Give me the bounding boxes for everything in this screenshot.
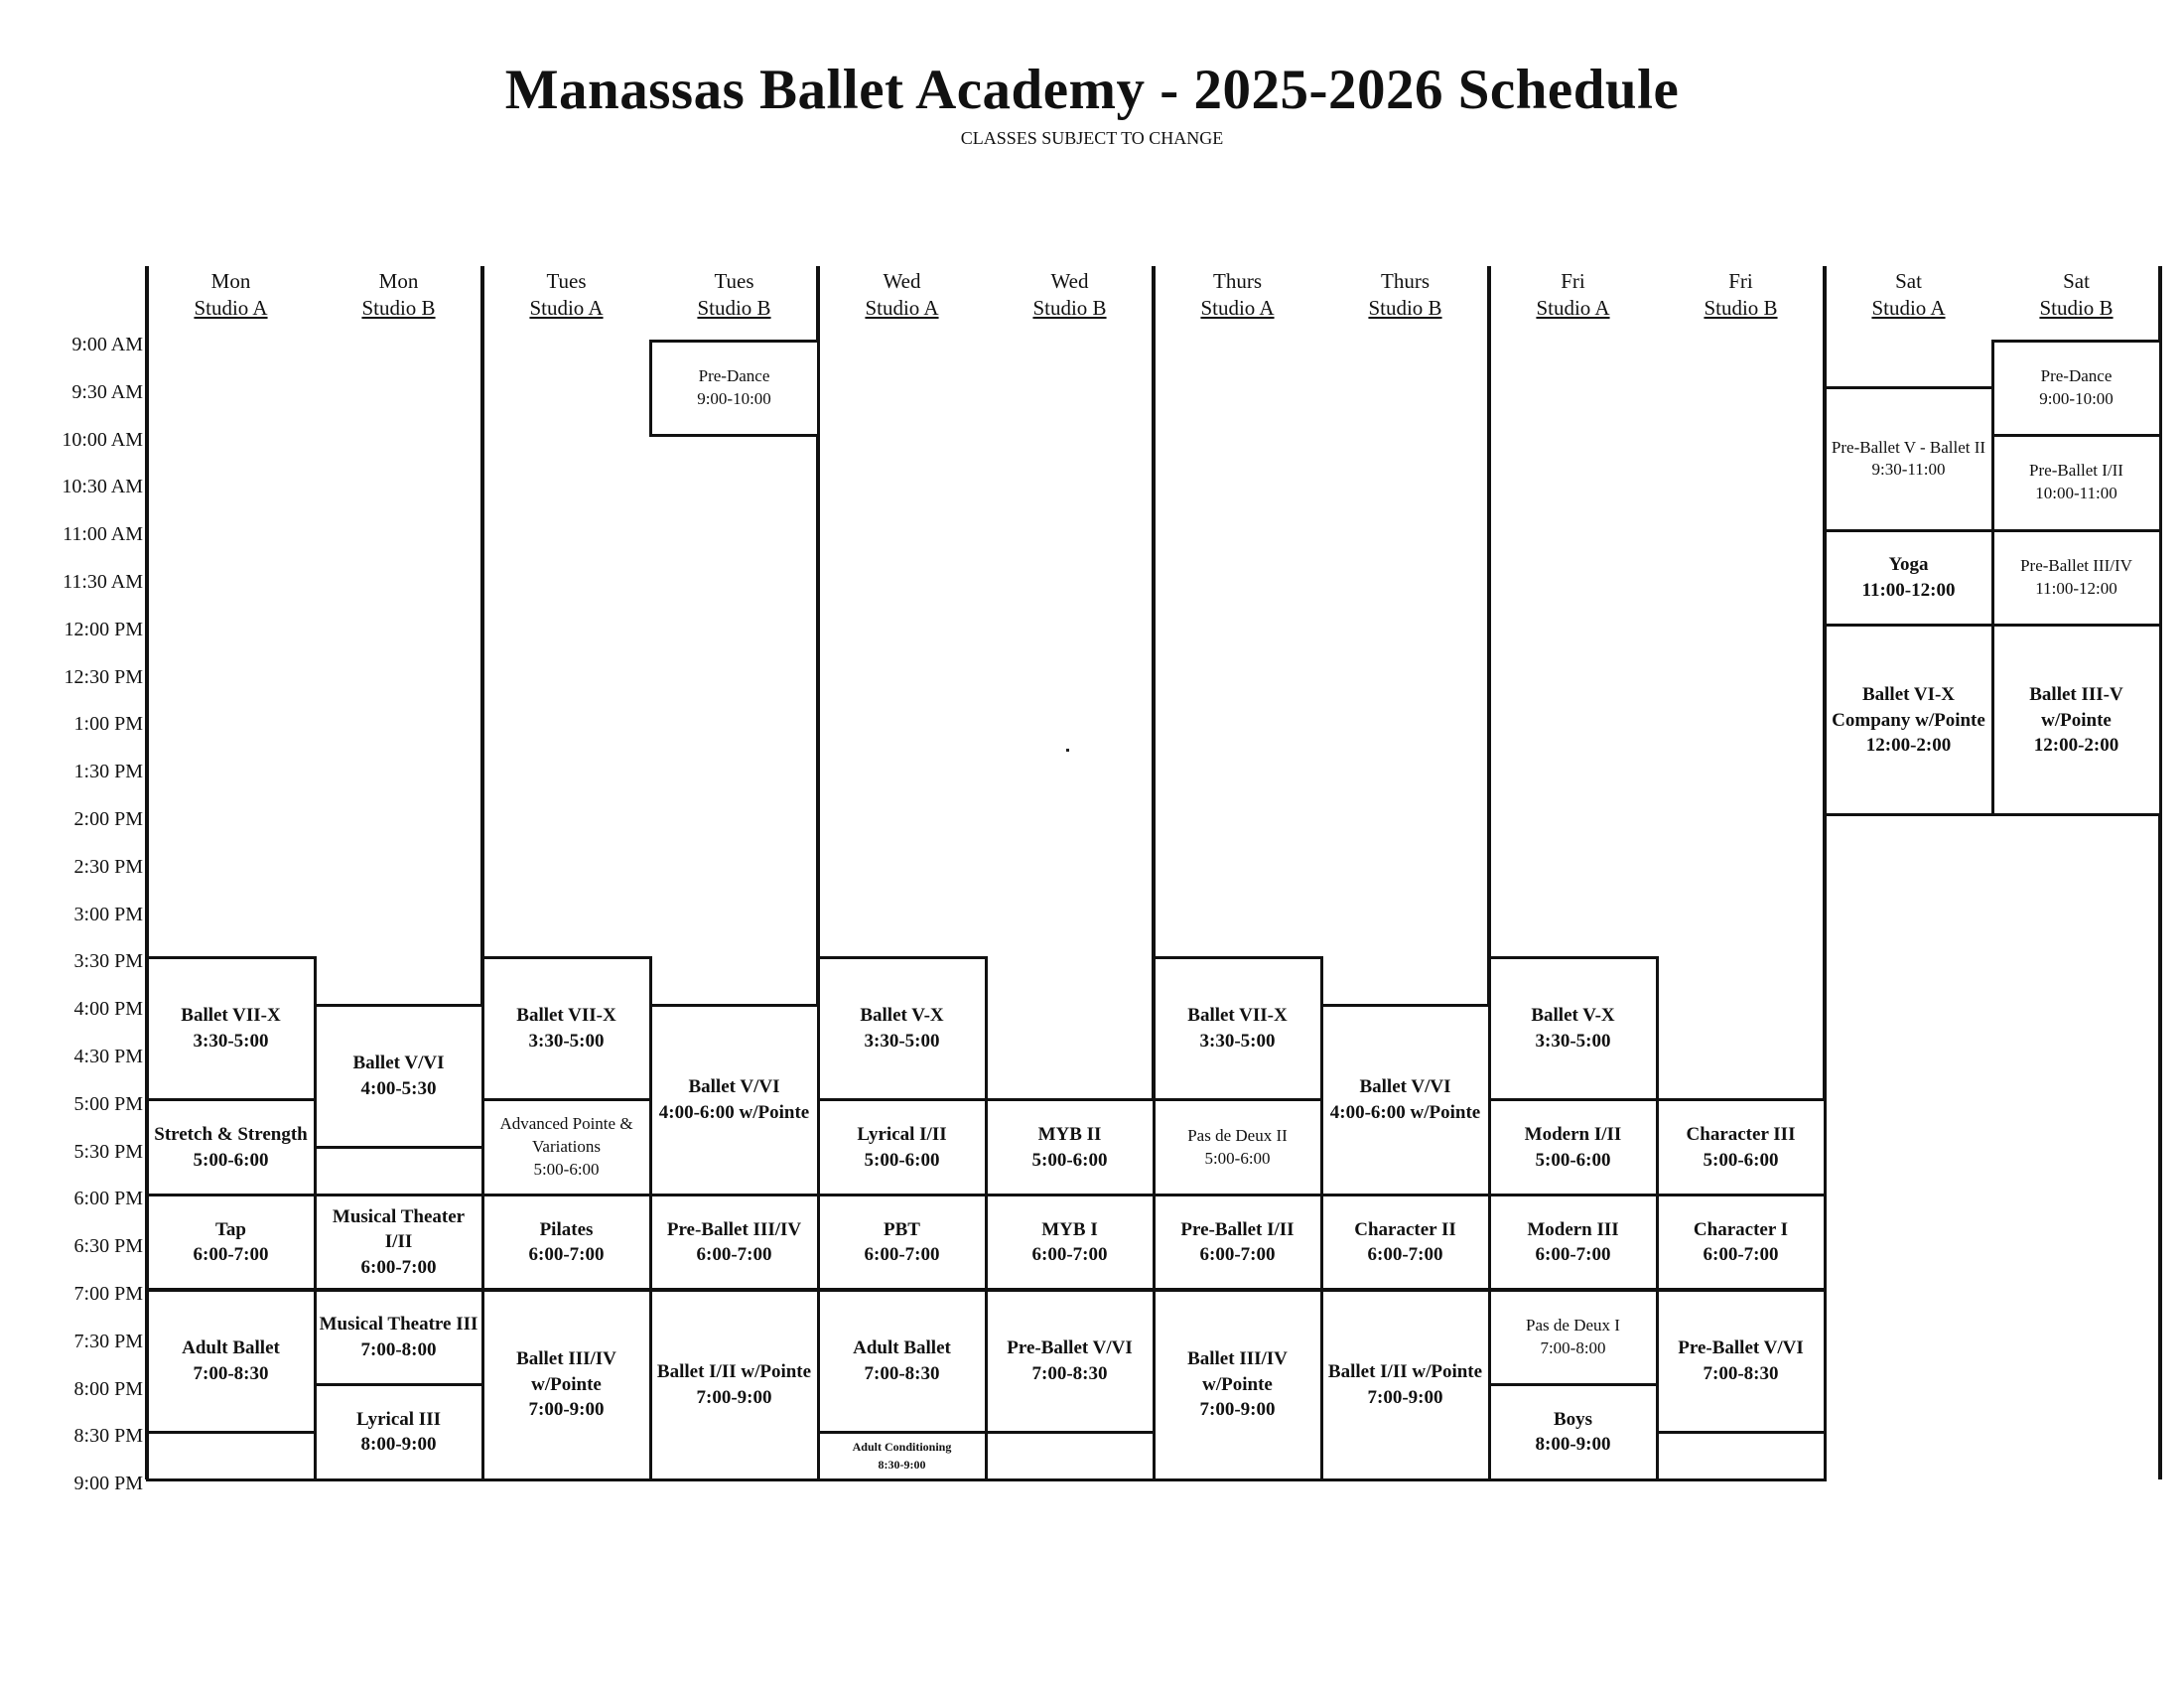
class-time: 6:00-7:00	[1703, 1244, 1779, 1266]
class-block	[314, 1194, 484, 1292]
class-name: Boys	[1553, 1408, 1593, 1430]
class-name: Stretch & Strength	[154, 1123, 308, 1145]
class-block	[1656, 1289, 1827, 1434]
class-time: 7:00-8:00	[1540, 1337, 1606, 1357]
class-block	[985, 1098, 1156, 1196]
class-name: Yoga	[1888, 554, 1929, 576]
time-label: 7:30 PM	[73, 1330, 143, 1352]
class-block	[1824, 624, 1994, 816]
column-studio: Studio A	[865, 296, 939, 320]
class-time: 11:00-12:00	[2035, 578, 2117, 598]
class-name: Advanced Pointe & Variations	[499, 1114, 633, 1157]
page-title: Manassas Ballet Academy - 2025-2026 Schedule	[504, 59, 1680, 121]
class-time: 5:00-6:00	[193, 1149, 269, 1171]
class-block	[314, 1289, 484, 1387]
class-block	[649, 340, 820, 438]
class-block	[314, 1004, 484, 1149]
column-day: Mon	[378, 269, 419, 293]
class-name: Pre-Ballet V/VI	[1007, 1337, 1133, 1359]
class-time: 4:00-5:30	[360, 1077, 437, 1099]
class-name: Pre-Ballet V - Ballet II	[1831, 437, 1986, 457]
column-header	[1322, 268, 1489, 322]
class-block	[1991, 434, 2162, 532]
column-studio: Studio A	[1536, 296, 1610, 320]
column-day: Tues	[714, 269, 754, 293]
column-header	[1155, 268, 1321, 322]
time-label: 11:30 AM	[63, 571, 143, 593]
class-block	[817, 1289, 988, 1434]
class-name: Character I	[1693, 1218, 1789, 1240]
class-name: Ballet V-X	[1531, 1005, 1615, 1027]
class-name: Pre-Ballet I/II	[2029, 461, 2123, 481]
class-block	[1320, 1194, 1491, 1292]
time-label: 4:30 PM	[73, 1046, 143, 1067]
column-day: Fri	[1728, 269, 1753, 293]
class-name: Ballet VII-X	[1187, 1005, 1288, 1027]
class-time: 7:00-9:00	[696, 1386, 772, 1408]
column-day: Sat	[1895, 269, 1922, 293]
class-name: Pre-Dance	[698, 365, 770, 385]
class-time: 10:00-11:00	[2035, 484, 2117, 503]
class-time: 4:00-6:00 w/Pointe	[1329, 1101, 1481, 1123]
class-name: Pilates	[539, 1218, 594, 1240]
time-label: 9:30 AM	[71, 380, 143, 403]
class-time: 4:00-6:00 w/Pointe	[658, 1101, 810, 1123]
empty-slot	[1656, 1431, 1827, 1481]
column-header	[1490, 268, 1657, 322]
class-name: Adult Ballet	[182, 1337, 280, 1359]
class-block	[481, 956, 652, 1101]
time-label: 4:00 PM	[73, 998, 143, 1021]
column-header	[148, 268, 315, 322]
class-block	[817, 1194, 988, 1292]
class-time: 12:00-2:00	[2033, 735, 2119, 757]
time-label: 3:30 PM	[73, 950, 143, 973]
class-name: Adult Ballet	[853, 1337, 951, 1359]
class-block	[1991, 340, 2162, 438]
time-label: 8:00 PM	[73, 1377, 143, 1400]
time-label: 9:00 PM	[73, 1473, 143, 1495]
class-name: Pre-Ballet V/VI	[1678, 1337, 1804, 1359]
page-subtitle: CLASSES SUBJECT TO CHANGE	[960, 128, 1224, 148]
class-block	[1488, 956, 1659, 1101]
time-label: 1:00 PM	[73, 713, 143, 736]
time-label: 11:00 AM	[63, 523, 143, 546]
class-block	[1824, 529, 1994, 628]
class-time: 3:30-5:00	[1535, 1031, 1611, 1053]
column-day: Thurs	[1213, 269, 1262, 293]
time-label: 3:00 PM	[73, 903, 143, 925]
time-label: 9:00 AM	[71, 334, 143, 355]
class-time: 8:00-9:00	[360, 1434, 437, 1456]
class-name: Ballet III/IV w/Pointe	[1187, 1348, 1288, 1395]
class-block	[1488, 1098, 1659, 1196]
class-block	[146, 956, 317, 1101]
class-name: Ballet V/VI	[352, 1053, 445, 1074]
column-studio: Studio B	[2039, 296, 2114, 320]
class-block	[985, 1194, 1156, 1292]
class-block	[817, 1431, 988, 1481]
time-label: 10:30 AM	[62, 476, 143, 498]
class-time: 7:00-8:00	[360, 1338, 437, 1360]
time-label: 5:30 PM	[73, 1140, 143, 1163]
class-time: 5:00-6:00	[1204, 1148, 1271, 1168]
class-block	[649, 1194, 820, 1292]
class-time: 7:00-8:30	[193, 1362, 269, 1384]
time-label: 6:30 PM	[73, 1235, 143, 1258]
column-day: Sat	[2063, 269, 2090, 293]
class-block	[649, 1004, 820, 1196]
class-time: 9:00-10:00	[2039, 388, 2114, 408]
class-block	[817, 1098, 988, 1196]
class-time: 5:00-6:00	[533, 1160, 600, 1180]
class-name: MYB II	[1037, 1123, 1102, 1145]
class-name: Adult Conditioning	[852, 1440, 952, 1455]
class-time: 11:00-12:00	[1861, 579, 1956, 601]
class-name: Ballet V/VI	[1359, 1076, 1451, 1098]
column-studio: Studio B	[1704, 296, 1778, 320]
class-block	[146, 1194, 317, 1292]
class-time: 9:30-11:00	[1871, 460, 1946, 480]
time-label: 7:00 PM	[73, 1283, 143, 1305]
column-day: Tues	[546, 269, 587, 293]
column-header	[483, 268, 650, 322]
class-block	[481, 1289, 652, 1481]
class-block	[1656, 1194, 1827, 1292]
time-label: 2:30 PM	[73, 855, 143, 878]
column-header	[1658, 268, 1825, 322]
column-day: Wed	[883, 269, 921, 293]
class-time: 12:00-2:00	[1865, 735, 1952, 757]
class-time: 7:00-8:30	[864, 1362, 940, 1384]
time-label: 2:00 PM	[73, 808, 143, 830]
column-day: Mon	[210, 269, 251, 293]
column-studio: Studio A	[1871, 296, 1946, 320]
class-name: Character II	[1354, 1218, 1456, 1240]
class-block	[1153, 1098, 1323, 1196]
class-time: 6:00-7:00	[696, 1244, 772, 1266]
class-time: 6:00-7:00	[1535, 1244, 1611, 1266]
class-block	[1488, 1194, 1659, 1292]
class-time: 6:00-7:00	[193, 1244, 269, 1266]
class-name: Character III	[1686, 1123, 1796, 1145]
class-block	[1320, 1289, 1491, 1481]
class-name: Pre-Dance	[2040, 365, 2113, 385]
column-studio: Studio B	[1032, 296, 1107, 320]
time-label: 8:30 PM	[73, 1425, 143, 1448]
class-block	[146, 1098, 317, 1196]
column-header	[651, 268, 818, 322]
class-time: 5:00-6:00	[864, 1149, 940, 1171]
column-studio: Studio B	[361, 296, 436, 320]
class-name: Tap	[215, 1218, 246, 1240]
class-time: 5:00-6:00	[1535, 1149, 1611, 1171]
time-label: 10:00 AM	[62, 428, 143, 451]
class-time: 8:00-9:00	[1535, 1434, 1611, 1456]
class-block	[481, 1194, 652, 1292]
class-name: Modern I/II	[1524, 1123, 1622, 1145]
class-block	[985, 1289, 1156, 1434]
class-name: Ballet VII-X	[516, 1005, 616, 1027]
class-time: 3:30-5:00	[864, 1031, 940, 1053]
class-block	[1488, 1383, 1659, 1481]
class-name: Pre-Ballet III/IV	[666, 1218, 802, 1240]
class-block	[817, 956, 988, 1101]
column-header	[1993, 268, 2160, 322]
class-time: 9:00-10:00	[697, 388, 771, 408]
class-time: 5:00-6:00	[1031, 1149, 1108, 1171]
class-time: 3:30-5:00	[528, 1031, 605, 1053]
column-studio: Studio A	[1200, 296, 1275, 320]
empty-slot	[985, 1431, 1156, 1481]
class-name: Pas de Deux II	[1187, 1125, 1288, 1145]
class-name: Lyrical III	[356, 1408, 441, 1430]
class-time: 7:00-9:00	[1367, 1386, 1443, 1408]
class-time: 3:30-5:00	[193, 1031, 269, 1053]
empty-slot	[146, 1431, 317, 1481]
column-header	[819, 268, 986, 322]
class-time: 7:00-8:30	[1703, 1362, 1779, 1384]
class-name: Modern III	[1527, 1218, 1619, 1240]
class-block	[1824, 386, 1994, 531]
class-block	[649, 1289, 820, 1481]
class-block	[1656, 1098, 1827, 1196]
class-time: 8:30-9:00	[878, 1458, 926, 1473]
column-header	[316, 268, 482, 322]
column-studio: Studio A	[529, 296, 604, 320]
time-label: 6:00 PM	[73, 1188, 143, 1210]
class-block	[1488, 1289, 1659, 1387]
column-header	[1826, 268, 1992, 322]
class-name: Lyrical I/II	[857, 1123, 947, 1145]
class-name: Ballet I/II w/Pointe	[1327, 1360, 1483, 1382]
class-name: Ballet VII-X	[181, 1005, 281, 1027]
class-block	[1153, 1289, 1323, 1481]
class-block	[1320, 1004, 1491, 1196]
class-name: Musical Theatre III	[319, 1314, 478, 1336]
class-block	[146, 1289, 317, 1434]
column-studio: Studio B	[697, 296, 771, 320]
class-time: 7:00-9:00	[1199, 1399, 1276, 1421]
class-time: 7:00-9:00	[528, 1399, 605, 1421]
column-studio: Studio B	[1368, 296, 1442, 320]
class-name: Ballet V/VI	[688, 1076, 780, 1098]
class-name: Pas de Deux I	[1526, 1315, 1620, 1335]
class-time: 6:00-7:00	[528, 1244, 605, 1266]
class-block	[1153, 1194, 1323, 1292]
class-name: Ballet VI-X Company w/Pointe	[1832, 683, 1985, 731]
class-block	[1991, 624, 2162, 816]
class-name: PBT	[884, 1218, 920, 1240]
class-time: 6:00-7:00	[360, 1257, 437, 1278]
class-name: Ballet III-V w/Pointe	[2029, 683, 2123, 731]
class-time: 6:00-7:00	[864, 1244, 940, 1266]
class-time: 6:00-7:00	[1031, 1244, 1108, 1266]
class-name: Musical Theater I/II	[332, 1205, 466, 1253]
class-time: 7:00-8:30	[1031, 1362, 1108, 1384]
column-header	[987, 268, 1154, 322]
class-name: Ballet V-X	[860, 1005, 944, 1027]
class-name: Pre-Ballet I/II	[1180, 1218, 1295, 1240]
empty-slot	[314, 1146, 484, 1196]
class-block	[481, 1098, 652, 1196]
time-label: 1:30 PM	[73, 761, 143, 783]
class-name: Ballet I/II w/Pointe	[656, 1360, 812, 1382]
column-day: Fri	[1561, 269, 1585, 293]
time-label: 12:00 PM	[64, 618, 143, 640]
column-studio: Studio A	[194, 296, 268, 320]
column-day: Wed	[1050, 269, 1089, 293]
class-block	[314, 1383, 484, 1481]
class-name: Ballet III/IV w/Pointe	[516, 1348, 616, 1395]
class-block	[1991, 529, 2162, 628]
class-block	[1153, 956, 1323, 1101]
class-time: 6:00-7:00	[1199, 1244, 1276, 1266]
time-label: 12:30 PM	[64, 665, 143, 688]
class-name: Pre-Ballet III/IV	[2020, 556, 2132, 576]
column-day: Thurs	[1381, 269, 1430, 293]
time-label: 5:00 PM	[73, 1092, 143, 1115]
class-time: 5:00-6:00	[1703, 1149, 1779, 1171]
class-time: 6:00-7:00	[1367, 1244, 1443, 1266]
stray-dot	[1066, 749, 1069, 752]
class-time: 3:30-5:00	[1199, 1031, 1276, 1053]
class-name: MYB I	[1041, 1218, 1098, 1240]
